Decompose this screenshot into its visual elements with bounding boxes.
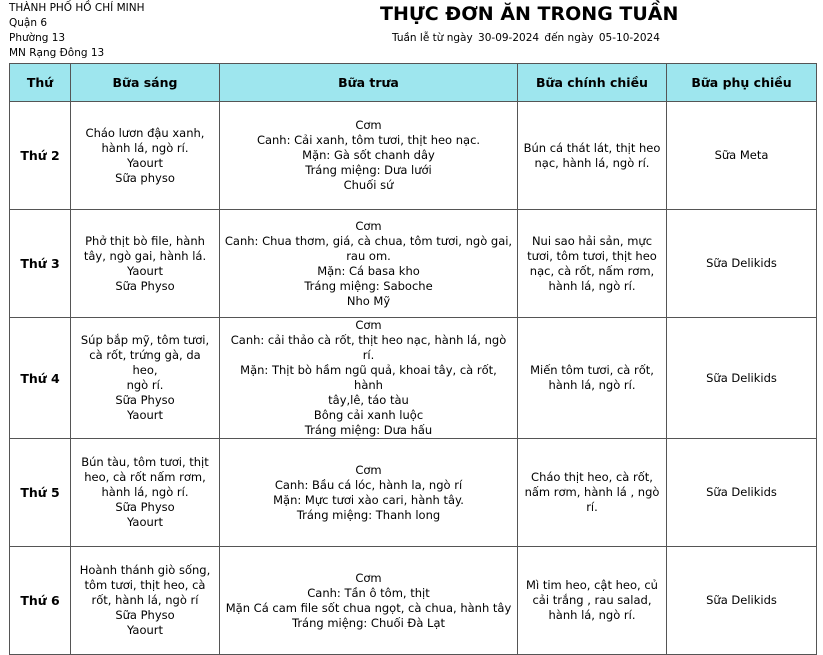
- menu-line: Tráng miệng: Chuối Đà Lạt: [291, 615, 445, 630]
- ward-label: Phường 13: [9, 32, 66, 44]
- menu-line: rốt, hành lá, ngò rí: [91, 593, 199, 607]
- menu-line: hành lá, ngò rí.: [548, 378, 636, 392]
- menu-line: tươi, tôm tươi, thịt heo: [527, 248, 657, 263]
- menu-line: Canh: Bầu cá lóc, hành la, ngò rí: [274, 477, 463, 492]
- menu-line: Tráng miệng: Dưa lưới: [305, 163, 432, 177]
- lunch-cell: [220, 547, 518, 655]
- breakfast-cell: [71, 210, 220, 318]
- menu-line: tôm tươi, thịt heo, cà: [84, 578, 206, 592]
- breakfast-cell: [71, 439, 220, 547]
- menu-line: Chuối sứ: [343, 178, 394, 192]
- menu-line: Mặn: Mực tươi xào cari, hành tây.: [273, 492, 464, 507]
- snack-cell: [667, 210, 817, 318]
- city-label: THÀNH PHỐ HỒ CHÍ MINH: [9, 2, 145, 14]
- menu-line: Yaourt: [126, 263, 164, 278]
- menu-line: Hoành thánh giò sống,: [79, 563, 211, 577]
- menu-line: nấm rơm, hành lá , ngò rí.: [524, 485, 660, 514]
- lunch-cell: [220, 102, 518, 210]
- menu-line: Mặn: Thịt bò hầm ngũ quả, khoai tây, cà rốt, hành: [240, 363, 497, 392]
- menu-line: Bún cá thát lát, thịt heo: [523, 140, 661, 155]
- table-header-row: [10, 64, 817, 102]
- menu-line: Canh: Chua thơm, giá, cà chua, tôm tươi, ngò gai,: [224, 233, 513, 248]
- menu-line: Sữa Meta: [714, 148, 769, 162]
- snack-cell: [667, 439, 817, 547]
- menu-line: cải trắng , rau salad,: [532, 593, 652, 607]
- menu-line: Phở thịt bò file, hành: [85, 233, 205, 248]
- lunch-cell: [220, 439, 518, 547]
- menu-line: Bún tàu, tôm tươi, thịt: [81, 455, 209, 469]
- menu-line: hành lá, ngò rí.: [101, 140, 189, 155]
- menu-line: hành lá, ngò rí.: [101, 485, 189, 499]
- menu-line: heo, cà rốt nấm rơm,: [84, 470, 206, 484]
- week-range: [392, 32, 662, 44]
- menu-line: Nho Mỹ: [346, 293, 391, 308]
- menu-line: Cháo lươn đậu xanh,: [85, 125, 205, 140]
- end-date: 05-10-2024: [598, 32, 660, 44]
- breakfast-cell: [71, 102, 220, 210]
- start-date: 30-09-2024: [478, 32, 540, 44]
- menu-line: Mì tim heo, cật heo, củ: [526, 578, 658, 592]
- dinner-cell: [518, 210, 667, 318]
- day-cell: Thứ 6: [10, 547, 71, 655]
- menu-line: Sữa Physo: [115, 608, 175, 622]
- menu-line: Súp bắp mỹ, tôm tươi,: [80, 333, 210, 347]
- day-cell: Thứ 2: [10, 102, 71, 210]
- menu-line: Sữa Delikids: [706, 593, 777, 607]
- menu-line: Bông cải xanh luộc: [313, 408, 424, 422]
- dinner-cell: [518, 439, 667, 547]
- school-info: [9, 1, 144, 61]
- col-header-day: Thứ: [10, 64, 71, 102]
- menu-line: Cơm: [355, 462, 382, 477]
- table-row: [10, 547, 817, 655]
- page-title: THỰC ĐƠN ĂN TRONG TUẦN: [380, 3, 679, 25]
- menu-line: nạc, hành lá, ngò rí.: [534, 155, 650, 170]
- menu-line: Mặn: Cá basa kho: [317, 263, 420, 278]
- menu-line: hành lá, ngò rí.: [548, 608, 636, 622]
- menu-line: ngò rí.: [126, 378, 164, 392]
- menu-line: Tráng miệng: Dưa hấu: [304, 423, 433, 437]
- breakfast-cell: [71, 318, 220, 439]
- menu-line: Mặn: Gà sốt chanh dây: [302, 148, 435, 162]
- menu-line: Nui sao hải sản, mực: [531, 233, 653, 248]
- menu-line: hành lá, ngò rí.: [548, 278, 636, 293]
- menu-line: nạc, cà rốt, nấm rơm,: [529, 263, 655, 278]
- menu-line: tây,lê, táo tàu: [328, 393, 409, 407]
- menu-line: tây, ngò gai, hành lá.: [83, 248, 207, 263]
- menu-line: Sữa Physo: [115, 278, 175, 293]
- dinner-cell: [518, 318, 667, 439]
- menu-line: Yaourt: [126, 155, 164, 170]
- menu-table: [9, 63, 817, 655]
- menu-line: Cơm: [355, 218, 382, 233]
- table-row: [10, 210, 817, 318]
- menu-line: cà rốt, trứng gà, da heo,: [89, 348, 201, 377]
- week-prefix: Tuần lễ từ ngày: [392, 32, 473, 44]
- lunch-cell: [220, 210, 518, 318]
- day-cell: Thứ 3: [10, 210, 71, 318]
- menu-line: Yaourt: [126, 515, 164, 529]
- menu-line: Sữa Delikids: [706, 485, 777, 499]
- menu-line: Yaourt: [126, 623, 164, 637]
- breakfast-cell: [71, 547, 220, 655]
- table-row: [10, 318, 817, 439]
- menu-line: Canh: Cải xanh, tôm tươi, thịt heo nạc.: [256, 133, 481, 147]
- menu-line: Sữa Physo: [115, 393, 175, 407]
- snack-cell: [667, 318, 817, 439]
- dinner-cell: [518, 102, 667, 210]
- snack-cell: [667, 547, 817, 655]
- week-mid: đến ngày: [544, 32, 594, 44]
- menu-line: Sữa Delikids: [706, 370, 777, 385]
- menu-line: Cơm: [355, 570, 382, 585]
- menu-line: Cháo thịt heo, cà rốt,: [531, 470, 653, 484]
- col-header-dinner: Bữa chính chiều: [518, 64, 667, 102]
- col-header-lunch: Bữa trưa: [220, 64, 518, 102]
- col-header-snack: Bữa phụ chiều: [667, 64, 817, 102]
- snack-cell: [667, 102, 817, 210]
- menu-line: Cơm: [355, 318, 382, 332]
- dinner-cell: [518, 547, 667, 655]
- menu-line: Canh: Tần ô tôm, thịt: [307, 585, 430, 600]
- district-label: Quận 6: [9, 17, 48, 29]
- menu-line: Canh: cải thảo cà rốt, thịt heo nạc, hành lá, ngò rí.: [230, 333, 507, 362]
- school-label: MN Rạng Đông 13: [9, 47, 105, 59]
- day-cell: Thứ 5: [10, 439, 71, 547]
- menu-line: Sữa physo: [115, 170, 175, 185]
- menu-line: Yaourt: [126, 408, 164, 422]
- menu-line: Sữa Delikids: [706, 256, 777, 270]
- menu-line: Tráng miệng: Thanh long: [296, 507, 441, 522]
- menu-line: Tráng miệng: Saboche: [304, 278, 433, 293]
- menu-line: Miến tôm tươi, cà rốt,: [530, 363, 654, 377]
- menu-line: rau om.: [346, 248, 391, 263]
- menu-line: Mặn Cá cam file sốt chua ngọt, cà chua, hành tây: [225, 600, 512, 615]
- col-header-breakfast: Bữa sáng: [71, 64, 220, 102]
- day-cell: Thứ 4: [10, 318, 71, 439]
- lunch-cell: [220, 318, 518, 439]
- menu-line: Cơm: [355, 118, 382, 132]
- table-row: [10, 102, 817, 210]
- table-row: [10, 439, 817, 547]
- menu-line: Sữa Physo: [115, 500, 175, 514]
